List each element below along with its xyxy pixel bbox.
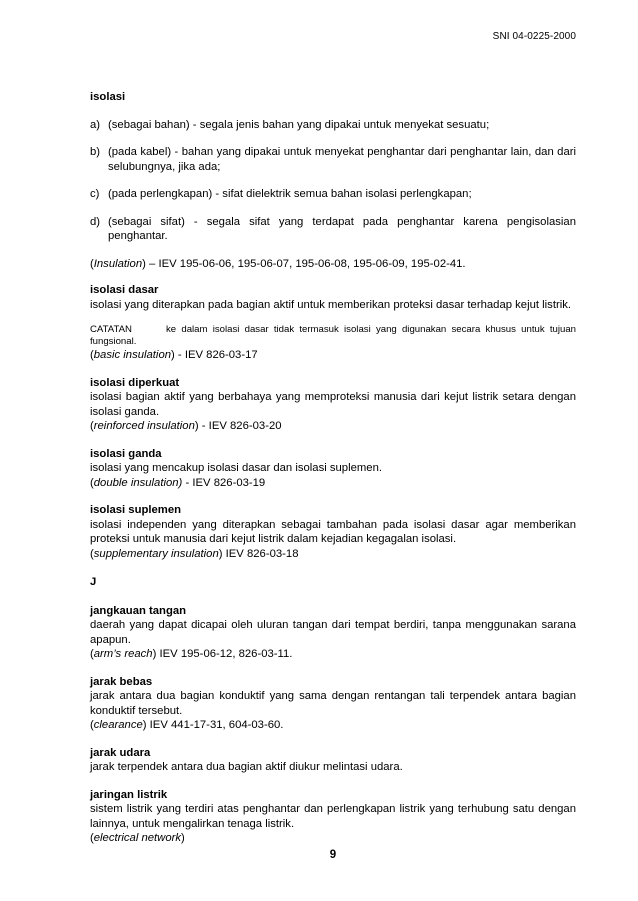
definition-item: b) (pada kabel) - bahan yang dipakai untuk menyekat penghantar dari penghantar lain, dan dari selubungnya, jika ada; [90,146,576,173]
term-jangkauan-tangan: jangkauan tangan [90,604,187,617]
term-jarak-udara: jarak udara [90,746,151,759]
page-number: 9 [329,849,337,861]
definition-text: isolasi independen yang diterapkan sebagai tambahan pada isolasi dasar agar memberikan proteksi untuk manusia dari kejut listrik dalam kejadian kegagalan isolasi. [90,518,576,545]
glossary-body [90,90,576,846]
isolasi-reference: (Insulation) – IEV 195-06-06, 195-06-07, 195-06-08, 195-06-09, 195-02-41. [90,257,466,270]
reference: (electrical network) [90,832,185,844]
note [90,324,576,348]
note-text: ke dalam isolasi dasar tidak termasuk isolasi yang digunakan secara khusus untuk tujuan fungsional. [90,324,576,347]
term-jarak-bebas: jarak bebas [90,675,153,688]
definition-text: isolasi yang mencakup isolasi dasar dan isolasi suplemen. [90,462,382,474]
reference: (supplementary insulation) IEV 826-03-18 [90,547,299,560]
definition-text: isolasi bagian aktif yang berbahaya yang memproteksi manusia dari kejut listrik setara dengan isolasi ganda. [90,391,576,418]
definition-item: c) (pada perlengkapan) - sifat dielektrik semua bahan isolasi perlengkapan; [90,188,472,200]
term-jaringan-listrik: jaringan listrik [90,788,168,801]
term-isolasi: isolasi [90,91,126,103]
term-isolasi-diperkuat: isolasi diperkuat [90,376,180,389]
reference: (clearance) IEV 441-17-31, 604-03-60. [90,719,284,731]
term-isolasi-dasar: isolasi dasar [90,284,159,296]
document-id: SNI 04-0225-2000 [492,31,576,42]
english-term: Insulation [93,257,143,270]
reference: (double insulation) - IEV 826-03-19 [90,476,266,489]
definition-item: a) (sebagai bahan) - segala jenis bahan yang dipakai untuk menyekat sesuatu; [90,118,490,131]
reference: (arm’s reach) IEV 195-06-12, 826-03-11. [90,648,293,660]
section-letter: J [90,576,97,588]
definition-item: d) (sebagai sifat) - segala sifat yang terdapat pada penghantar karena pengisolasian penghantar. [90,215,576,242]
reference: (reinforced insulation) - IEV 826-03-20 [90,420,282,432]
definition-text: isolasi yang diterapkan pada bagian aktif untuk memberikan proteksi dasar terhadap kejut listrik. [90,298,572,311]
definition-text: jarak antara dua bagian konduktif yang sama dengan rentangan tali terpendek antara bagian konduktif tersebut. [90,690,576,717]
term-isolasi-suplemen: isolasi suplemen [90,504,182,516]
reference: (basic insulation) - IEV 826-03-17 [90,349,258,361]
note-label: CATATAN [90,324,132,335]
document-page [90,0,576,901]
definition-text: sistem listrik yang terdiri atas penghantar dan perlengkapan listrik yang terhubung satu dengan lainnya, untuk mengalirkan tenaga listrik. [90,803,576,830]
definition-text: jarak terpendek antara dua bagian aktif diukur melintasi udara. [90,761,403,773]
term-isolasi-ganda: isolasi ganda [90,447,162,460]
isolasi-definitions [90,118,576,244]
definition-text: daerah yang dapat dicapai oleh uluran tangan dari tempat berdiri, tanpa menggunakan sarana apapun. [90,619,576,646]
